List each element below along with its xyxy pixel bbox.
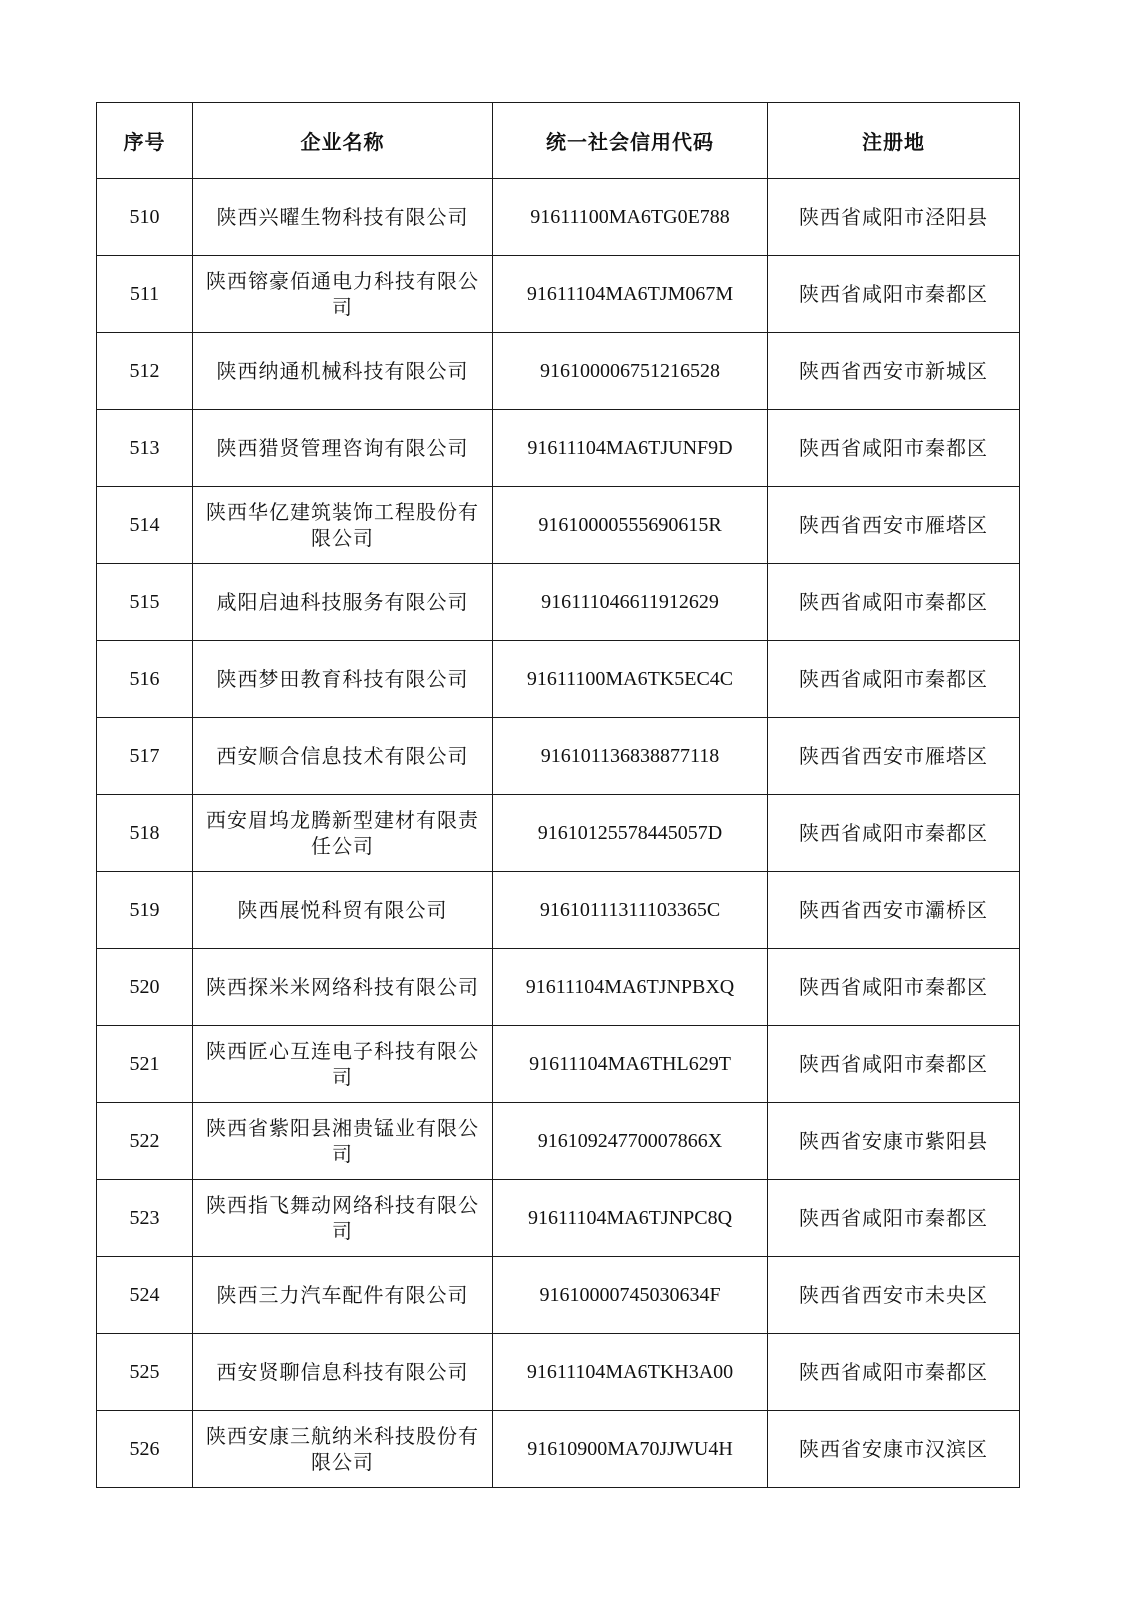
cell-registered-place: 陕西省安康市紫阳县 [768, 1103, 1020, 1180]
cell-credit-code: 91610000555690615R [493, 487, 768, 564]
cell-company-name: 陕西纳通机械科技有限公司 [193, 333, 493, 410]
table-row [97, 1026, 1020, 1103]
cell-seq: 523 [97, 1180, 193, 1257]
cell-credit-code: 91610924770007866X [493, 1103, 768, 1180]
header-registered-place: 注册地 [768, 103, 1020, 179]
table-row [97, 487, 1020, 564]
cell-company-name: 陕西猎贤管理咨询有限公司 [193, 410, 493, 487]
cell-seq: 520 [97, 949, 193, 1026]
cell-registered-place: 陕西省安康市汉滨区 [768, 1411, 1020, 1488]
table-row [97, 333, 1020, 410]
cell-company-name: 陕西匠心互连电子科技有限公司 [193, 1026, 493, 1103]
header-row [97, 103, 1020, 179]
cell-credit-code: 91611100MA6TG0E788 [493, 179, 768, 256]
cell-registered-place: 陕西省咸阳市秦都区 [768, 641, 1020, 718]
table-row [97, 564, 1020, 641]
cell-seq: 519 [97, 872, 193, 949]
cell-registered-place: 陕西省西安市灞桥区 [768, 872, 1020, 949]
cell-credit-code: 91611104MA6TJNPBXQ [493, 949, 768, 1026]
cell-credit-code: 91611104MA6TJM067M [493, 256, 768, 333]
table-row [97, 179, 1020, 256]
cell-registered-place: 陕西省咸阳市秦都区 [768, 949, 1020, 1026]
cell-registered-place: 陕西省咸阳市秦都区 [768, 1334, 1020, 1411]
cell-credit-code: 91611100MA6TK5EC4C [493, 641, 768, 718]
table-body [97, 179, 1020, 1488]
table-row [97, 641, 1020, 718]
cell-credit-code: 916111046611912629 [493, 564, 768, 641]
table-row [97, 949, 1020, 1026]
header-company-name: 企业名称 [193, 103, 493, 179]
cell-seq: 512 [97, 333, 193, 410]
cell-company-name: 陕西展悦科贸有限公司 [193, 872, 493, 949]
cell-credit-code: 91610900MA70JJWU4H [493, 1411, 768, 1488]
cell-seq: 511 [97, 256, 193, 333]
cell-seq: 518 [97, 795, 193, 872]
table-row [97, 410, 1020, 487]
table-row [97, 718, 1020, 795]
cell-registered-place: 陕西省咸阳市秦都区 [768, 410, 1020, 487]
cell-company-name: 陕西华亿建筑装饰工程股份有限公司 [193, 487, 493, 564]
table-header [97, 103, 1020, 179]
cell-company-name: 陕西省紫阳县湘贵锰业有限公司 [193, 1103, 493, 1180]
table-row [97, 795, 1020, 872]
cell-registered-place: 陕西省西安市雁塔区 [768, 718, 1020, 795]
cell-seq: 513 [97, 410, 193, 487]
cell-registered-place: 陕西省咸阳市秦都区 [768, 795, 1020, 872]
cell-registered-place: 陕西省咸阳市秦都区 [768, 256, 1020, 333]
table-row [97, 1180, 1020, 1257]
cell-credit-code: 91611104MA6TJUNF9D [493, 410, 768, 487]
table-row [97, 1103, 1020, 1180]
cell-credit-code: 91610111311103365C [493, 872, 768, 949]
cell-registered-place: 陕西省咸阳市泾阳县 [768, 179, 1020, 256]
cell-registered-place: 陕西省西安市雁塔区 [768, 487, 1020, 564]
header-credit-code: 统一社会信用代码 [493, 103, 768, 179]
cell-registered-place: 陕西省咸阳市秦都区 [768, 1026, 1020, 1103]
cell-registered-place: 陕西省咸阳市秦都区 [768, 564, 1020, 641]
cell-company-name: 陕西镕豪佰通电力科技有限公司 [193, 256, 493, 333]
cell-seq: 517 [97, 718, 193, 795]
table-row [97, 256, 1020, 333]
cell-credit-code: 91610125578445057D [493, 795, 768, 872]
cell-registered-place: 陕西省西安市未央区 [768, 1257, 1020, 1334]
cell-credit-code: 91611104MA6THL629T [493, 1026, 768, 1103]
cell-registered-place: 陕西省咸阳市秦都区 [768, 1180, 1020, 1257]
cell-seq: 515 [97, 564, 193, 641]
cell-seq: 522 [97, 1103, 193, 1180]
cell-company-name: 西安顺合信息技术有限公司 [193, 718, 493, 795]
table-row [97, 1411, 1020, 1488]
table-row [97, 872, 1020, 949]
table-row [97, 1334, 1020, 1411]
cell-company-name: 陕西梦田教育科技有限公司 [193, 641, 493, 718]
cell-seq: 521 [97, 1026, 193, 1103]
table-row [97, 1257, 1020, 1334]
cell-company-name: 咸阳启迪科技服务有限公司 [193, 564, 493, 641]
cell-credit-code: 91610000745030634F [493, 1257, 768, 1334]
cell-company-name: 陕西三力汽车配件有限公司 [193, 1257, 493, 1334]
cell-credit-code: 916101136838877118 [493, 718, 768, 795]
cell-seq: 514 [97, 487, 193, 564]
cell-company-name: 西安贤聊信息科技有限公司 [193, 1334, 493, 1411]
cell-company-name: 西安眉坞龙腾新型建材有限责任公司 [193, 795, 493, 872]
cell-company-name: 陕西安康三航纳米科技股份有限公司 [193, 1411, 493, 1488]
cell-seq: 524 [97, 1257, 193, 1334]
cell-company-name: 陕西兴曜生物科技有限公司 [193, 179, 493, 256]
cell-company-name: 陕西指飞舞动网络科技有限公司 [193, 1180, 493, 1257]
cell-seq: 526 [97, 1411, 193, 1488]
cell-seq: 516 [97, 641, 193, 718]
cell-credit-code: 91611104MA6TJNPC8Q [493, 1180, 768, 1257]
cell-credit-code: 91611104MA6TKH3A00 [493, 1334, 768, 1411]
cell-credit-code: 916100006751216528 [493, 333, 768, 410]
cell-seq: 510 [97, 179, 193, 256]
cell-seq: 525 [97, 1334, 193, 1411]
header-seq: 序号 [97, 103, 193, 179]
enterprise-registry-table [96, 102, 1020, 1488]
cell-company-name: 陕西探米米网络科技有限公司 [193, 949, 493, 1026]
cell-registered-place: 陕西省西安市新城区 [768, 333, 1020, 410]
